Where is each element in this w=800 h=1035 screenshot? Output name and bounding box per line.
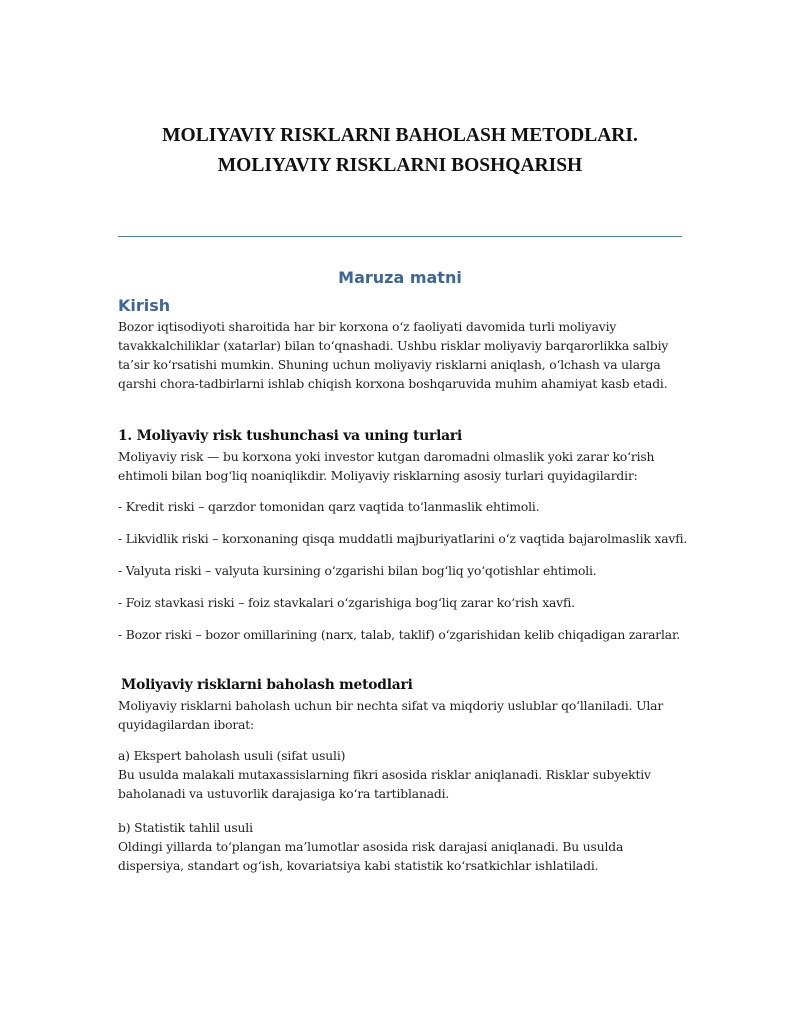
section-1-heading: 1. Moliyaviy risk tushunchasi va uning turlari (118, 428, 462, 444)
risk-type-item-credit: - Kredit riski – qarzdor tomonidan qarz vaqtida to‘lanmaslik ehtimoli. (118, 500, 540, 514)
intro-heading: Kirish (118, 296, 171, 315)
page-title (118, 121, 682, 181)
method-b-paragraph: Oldingi yillarda to‘plangan ma’lumotlar asosida risk darajasi aniqlanadi. Bu usulda dispersiya, standart og‘ish, kovariatsiya kabi statistik ko‘rsatkichlar ishlatiladi. (118, 840, 624, 873)
section-2-paragraph: Moliyaviy risklarni baholash uchun bir nechta sifat va miqdoriy uslublar qo‘llaniladi. Ular quyidagilardan iborat: (118, 699, 664, 732)
risk-type-item-interest: - Foiz stavkasi riski – foiz stavkalari o‘zgarishiga bog‘liq zarar ko‘rish xavfi. (118, 596, 575, 610)
section-1-paragraph: Moliyaviy risk — bu korxona yoki investor kutgan daromadni olmaslik yoki zarar ko‘rish ehtimoli bilan bog‘liq noaniqlikdir. Moliyaviy risklarning asosiy turlari quyidagilardir: (118, 450, 655, 483)
title-line-1: MOLIYAVIY RISKLARNI BAHOLASH METODLARI. (162, 125, 638, 146)
method-b-title: b) Statistik tahlil usuli (118, 821, 253, 835)
risk-type-item-market: - Bozor riski – bozor omillarining (narx, talab, taklif) o‘zgarishidan kelib chiqadigan zararlar. (118, 628, 681, 642)
risk-type-item-currency: - Valyuta riski – valyuta kursining o‘zgarishi bilan bog‘liq yo‘qotishlar ehtimoli. (118, 564, 597, 578)
section-2-heading: Moliyaviy risklarni baholash metodlari (121, 677, 413, 693)
risk-type-item-liquidity: - Likvidlik riski – korxonaning qisqa muddatli majburiyatlarini o‘z vaqtida bajarolmaslik xavfi. (118, 532, 688, 546)
method-a-title: a) Ekspert baholash usuli (sifat usuli) (118, 749, 346, 763)
title-line-2: MOLIYAVIY RISKLARNI BOSHQARISH (217, 155, 583, 176)
intro-paragraph: Bozor iqtisodiyoti sharoitida har bir korxona o‘z faoliyati davomida turli moliyaviy tavakkalchiliklar (xatarlar) bilan to‘qnashadi. Ushbu risklar moliyaviy barqarorlikka salbiy ta’sir ko‘rsatishi mumkin. Shuning uchun moliyaviy risklarni aniqlash, o‘lchash va ularga qarshi chora-tadbirlarni ishlab chiqish korxona boshqaruvida muhim ahamiyat kasb etadi. (118, 320, 669, 391)
horizontal-divider (118, 236, 682, 237)
method-a-paragraph: Bu usulda malakali mutaxassislarning fikri asosida risklar aniqlanadi. Risklar subyektiv baholanadi va ustuvorlik darajasiga ko‘ra tartiblanadi. (118, 768, 651, 801)
page-subtitle: Maruza matni (338, 268, 462, 287)
